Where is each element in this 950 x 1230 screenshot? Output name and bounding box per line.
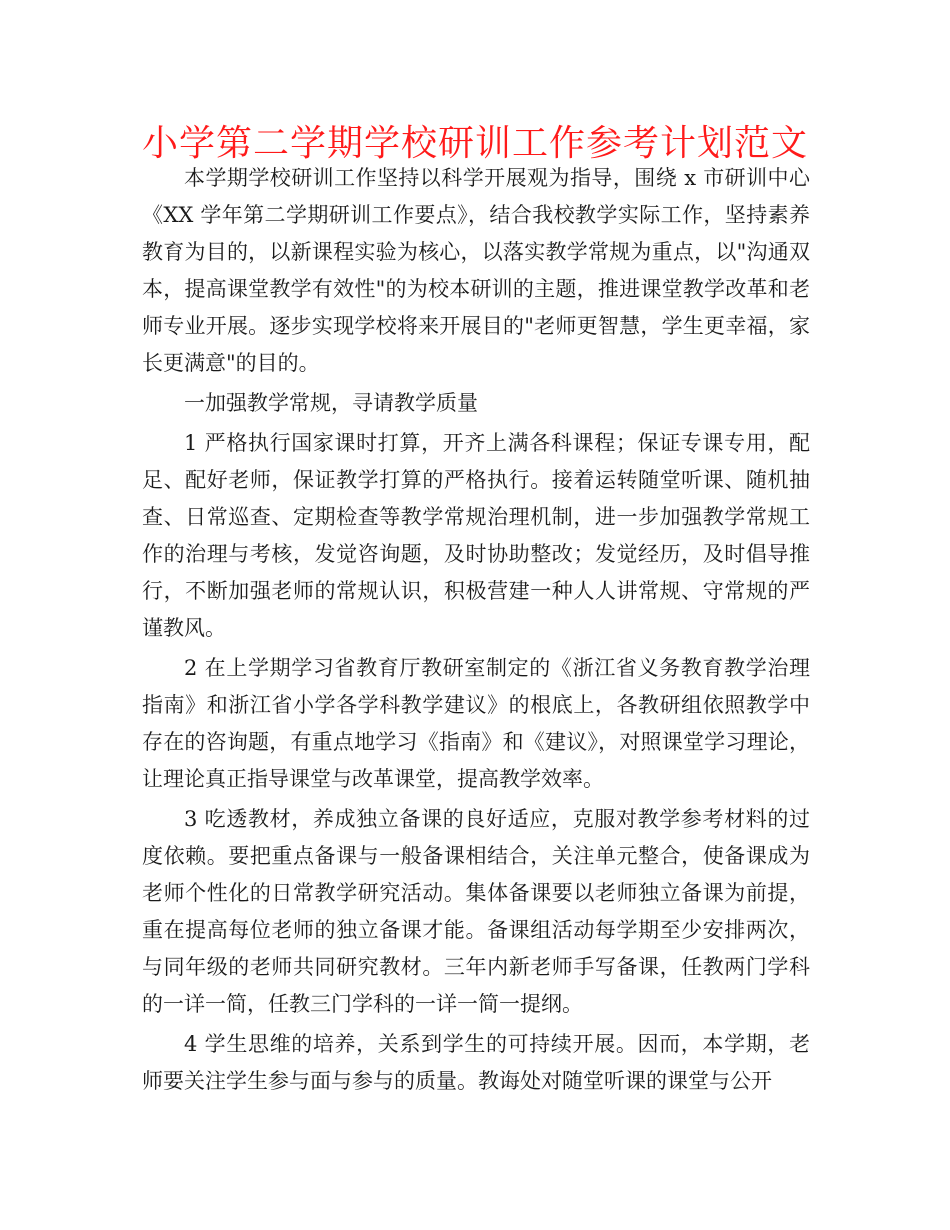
document-title: 小学第二学期学校研训工作参考计划范文	[141, 123, 808, 164]
paragraph-intro: 本学期学校研训工作坚持以科学开展观为指导，围绕 x 市研训中心《XX 学年第二学期研训工作要点》，结合我校教学实际工作，坚持素养教育为目的，以新课程实验为核心，以落实教学常规为重点，以"沟通双本，提高课堂教学有效性"的为校本研训的主题，推进课堂教学改革和老师专业开展。逐步实现学校将来开展目的"老师更智慧，学生更幸福，家长更满意"的目的。	[142, 166, 810, 375]
paragraph-item-4: 4 学生思维的培养，关系到学生的可持续开展。因而，本学期，老师要关注学生参与面与参与的质量。教诲处对随堂听课的课堂与公开	[142, 1032, 810, 1093]
paragraph-item-2: 2 在上学期学习省教育厅教研室制定的《浙江省义务教育教学治理指南》和浙江省小学各学科教学建议》的根底上，各教研组依照教学中存在的咨询题，有重点地学习《指南》和《建议》，对照课堂学习理论，让理论真正指导课堂与改革课堂，提高教学效率。	[142, 656, 810, 791]
paragraph-item-3: 3 吃透教材，养成独立备课的良好适应，克服对教学参考材料的过度依赖。要把重点备课与一般备课相结合，关注单元整合，使备课成为老师个性化的日常教学研究活动。集体备课要以老师独立备课为前提，重在提高每位老师的独立备课才能。备课组活动每学期至少安排两次，与同年级的老师共同研究教材。三年内新老师手写备课，任教两门学科的一详一简，任教三门学科的一详一简一提纲。	[142, 807, 810, 1016]
paragraph-item-1: 1 严格执行国家课时打算，开齐上满各科课程；保证专课专用，配足、配好老师，保证教学打算的严格执行。接着运转随堂听课、随机抽查、日常巡查、定期检查等教学常规治理机制，进一步加强教学常规工作的治理与考核，发觉咨询题，及时协助整改；发觉经历，及时倡导推行，不断加强老师的常规认识，积极营建一种人人讲常规、守常规的严谨教风。	[142, 431, 810, 640]
section-heading: 一加强教学常规，寻请教学质量	[184, 391, 478, 415]
document-body	[142, 160, 810, 1100]
